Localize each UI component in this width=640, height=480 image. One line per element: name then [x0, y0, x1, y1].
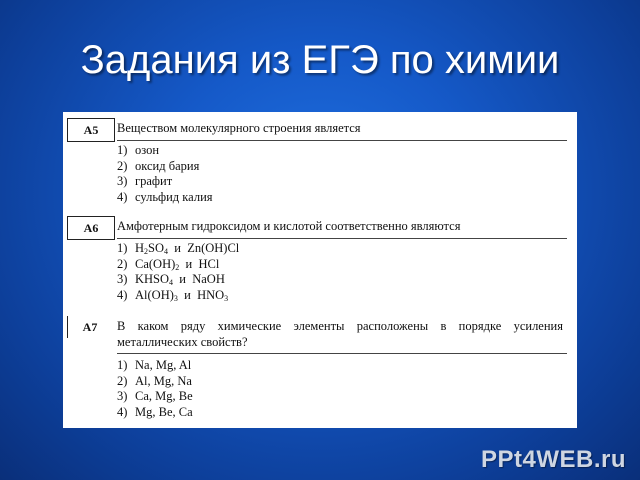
question-code: А7: [82, 320, 98, 334]
watermark-logo: PPt4WEB.ru: [480, 446, 626, 473]
formula: $KHSO_4$ и NaOH: [135, 272, 225, 287]
option-item: 1) $H_2SO_4$ и Zn(OH)Cl: [117, 241, 240, 256]
question-text: В каком ряду химические элементы расположены в порядке усиления металлических свойств?: [117, 319, 563, 349]
formula: $Al(OH)_3$ и $HNO_3$: [135, 287, 229, 303]
question-code: А5: [67, 118, 115, 142]
option-item: 4) $Al(OH)_3$ и $HNO_3$: [117, 287, 229, 303]
option-item: 4) сульфид калия: [117, 189, 213, 204]
question-divider: [117, 140, 567, 141]
question-divider: [117, 238, 567, 239]
option-item: 2) $Ca(OH)_2$ и HCl: [117, 256, 220, 272]
question-text: Амфотерным гидроксидом и кислотой соответственно являются: [117, 219, 461, 233]
options-list: [117, 241, 239, 303]
formula: $Ca(OH)_2$ и HCl: [135, 256, 220, 272]
question-code: А6: [67, 216, 115, 240]
option-item: 1) Na, Mg, Al: [117, 358, 192, 372]
question-divider: [117, 353, 567, 354]
option-item: 1) озон: [117, 143, 160, 157]
questions-panel: [63, 112, 577, 428]
option-item: 2) оксид бария: [117, 158, 200, 173]
slide-title: Задания из ЕГЭ по химии: [80, 38, 560, 82]
option-item: 3) Ca, Mg, Be: [117, 389, 193, 403]
option-item: 4) Mg, Be, Ca: [117, 404, 193, 419]
option-item: 3) $KHSO_4$ и NaOH: [117, 272, 225, 287]
options-list: [117, 358, 193, 420]
options-list: [117, 143, 213, 205]
option-item: 3) графит: [117, 174, 173, 188]
question-text: Веществом молекулярного строения является: [117, 121, 361, 135]
formula: $H_2SO_4$ и Zn(OH)Cl: [135, 241, 240, 256]
option-item: 2) Al, Mg, Na: [117, 373, 192, 388]
